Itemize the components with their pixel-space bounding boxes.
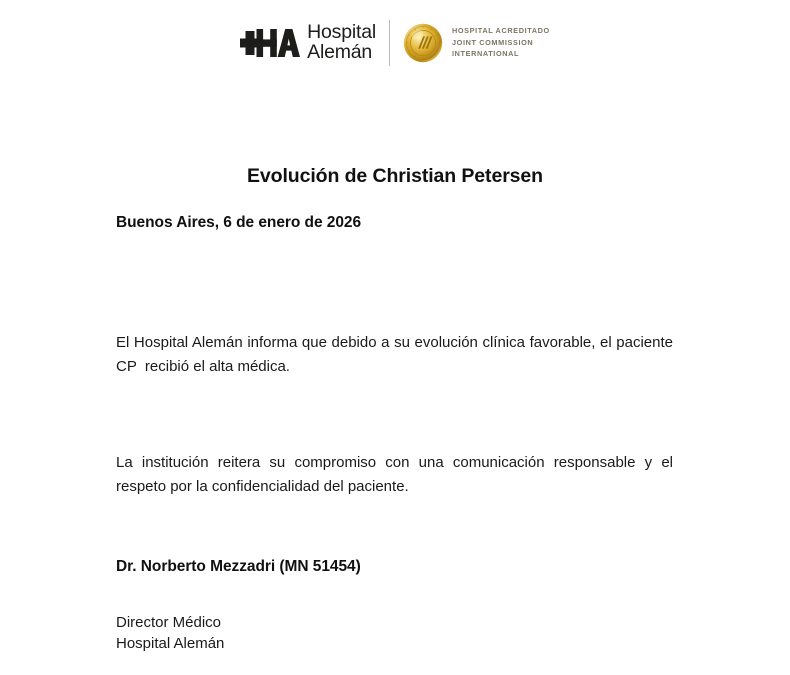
document-title: Evolución de Christian Petersen <box>247 165 543 188</box>
body-paragraph-1: El Hospital Alemán informa que debido a su evolución clínica favorable, el paciente CP recibió el alta médica. <box>116 334 678 375</box>
date-line: Buenos Aires, 6 de enero de 2026 <box>116 214 362 231</box>
jci-text-line2: JOINT COMMISSION <box>452 37 534 47</box>
hospital-aleman-logo <box>240 20 376 66</box>
jci-text-line1: HOSPITAL ACREDITADO <box>452 26 550 36</box>
letterhead <box>0 16 790 70</box>
ha-wordmark-line1: Hospital <box>307 21 376 44</box>
jci-text-line3: INTERNATIONAL <box>452 49 520 59</box>
signatory-organization: Hospital Alemán <box>116 635 225 652</box>
jci-accreditation <box>403 23 550 63</box>
letterhead-divider <box>389 20 390 66</box>
signatory-role: Director Médico <box>116 614 222 631</box>
jci-gold-seal-icon <box>403 23 443 63</box>
jci-accreditation-text <box>452 26 550 60</box>
letterhead-inner <box>240 19 550 67</box>
signatory-name: Dr. Norberto Mezzadri (MN 51454) <box>116 558 361 575</box>
ha-cross-logo-icon <box>240 25 300 61</box>
ha-wordmark <box>307 23 376 63</box>
signatory-role-block <box>116 612 224 654</box>
body-paragraph-2: La institución reitera su compromiso con una comunicación responsable y el respeto por la confidencialidad del paciente. <box>116 454 678 495</box>
ha-wordmark-line2: Alemán <box>307 41 373 63</box>
